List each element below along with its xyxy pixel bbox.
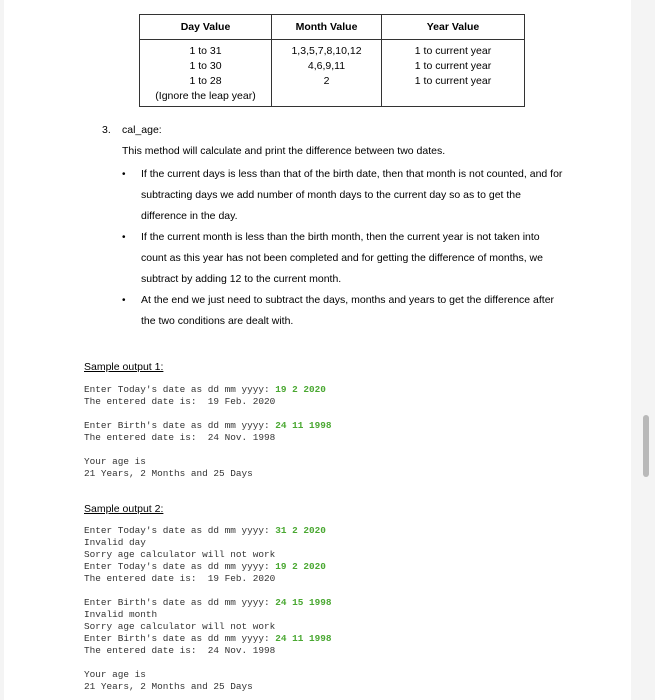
console-text (84, 585, 90, 596)
console-line (84, 468, 332, 480)
section-heading (102, 124, 162, 136)
console-text: Sorry age calculator will not work (84, 621, 276, 632)
console-text: Invalid month (84, 609, 158, 620)
list-item (122, 290, 602, 332)
bullet-line: At the end we just need to subtract the days, months and years to get the difference after (141, 294, 555, 306)
console-line (84, 645, 332, 657)
bullet-line: count as this year has not been completed and for getting the difference of months, we (141, 252, 543, 264)
year-values-cell (382, 40, 525, 107)
user-input-text: 24 11 1998 (275, 420, 332, 431)
bullet-icon: • (122, 169, 126, 180)
value-range-table (139, 14, 525, 107)
console-text: Invalid day (84, 537, 146, 548)
console-line (84, 384, 332, 396)
bullet-line: subtract by adding 12 to the current month. (141, 273, 342, 285)
bullet-list (122, 164, 602, 332)
table-header-row (140, 15, 525, 40)
document-page (4, 0, 631, 700)
console-line (84, 444, 332, 456)
bullet-line: If the current days is less than that of the birth date, then that month is not counted, and for (141, 168, 563, 180)
console-line (84, 573, 332, 585)
bullet-line: difference in the day. (141, 210, 238, 222)
console-text: Enter Birth's date as dd mm yyyy: (84, 633, 276, 644)
console-text: Enter Birth's date as dd mm yyyy: (84, 597, 276, 608)
console-line (84, 609, 332, 621)
table-cell: 1 to 30 (189, 60, 222, 72)
console-line (84, 585, 332, 597)
sample-output-2-console (84, 525, 332, 693)
console-text: The entered date is: 24 Nov. 1998 (84, 432, 276, 443)
user-input-text: 24 15 1998 (275, 597, 332, 608)
table-header-day: Day Value (140, 15, 272, 40)
table-header-year: Year Value (382, 15, 525, 40)
console-text (84, 657, 90, 668)
console-line (84, 669, 332, 681)
table-cell: 1 to current year (414, 45, 492, 57)
vertical-scrollbar[interactable] (643, 415, 649, 477)
console-text: 21 Years, 2 Months and 25 Days (84, 681, 253, 692)
table-cell: 1,3,5,7,8,10,12 (291, 45, 362, 57)
console-text (84, 408, 90, 419)
console-line (84, 561, 332, 573)
console-text: Your age is (84, 669, 146, 680)
console-line (84, 549, 332, 561)
month-values-cell (272, 40, 382, 107)
bullet-line: If the current month is less than the birth month, then the current year is not taken into (141, 231, 540, 243)
console-text: Enter Today's date as dd mm yyyy: (84, 525, 276, 536)
console-text: The entered date is: 19 Feb. 2020 (84, 573, 276, 584)
table-cell: 1 to current year (414, 75, 492, 87)
console-line (84, 597, 332, 609)
bullet-line: subtracting days we add number of month days to the current day so as to get the (141, 189, 521, 201)
console-line (84, 408, 332, 420)
bullet-icon: • (122, 232, 126, 243)
console-line (84, 633, 332, 645)
console-text: The entered date is: 19 Feb. 2020 (84, 396, 276, 407)
console-text: Enter Today's date as dd mm yyyy: (84, 561, 276, 572)
console-text: 21 Years, 2 Months and 25 Days (84, 468, 253, 479)
table-row (140, 40, 525, 107)
console-text: The entered date is: 24 Nov. 1998 (84, 645, 276, 656)
console-text (84, 444, 90, 455)
console-text: Enter Today's date as dd mm yyyy: (84, 384, 276, 395)
day-values-cell (140, 40, 272, 107)
list-item (122, 164, 602, 227)
table-cell: 4,6,9,11 (307, 60, 346, 72)
console-line (84, 396, 332, 408)
user-input-text: 19 2 2020 (275, 561, 326, 572)
table-cell: 1 to current year (414, 60, 492, 72)
console-line (84, 621, 332, 633)
console-line (84, 456, 332, 468)
console-text: Sorry age calculator will not work (84, 549, 276, 560)
table-cell: 1 to 28 (189, 75, 222, 87)
sample-output-2-heading: Sample output 2: (84, 503, 164, 515)
console-text: Enter Birth's date as dd mm yyyy: (84, 420, 276, 431)
table-header-month: Month Value (272, 15, 382, 40)
section-title: cal_age: (122, 124, 162, 136)
console-text: Your age is (84, 456, 146, 467)
sample-output-1-heading: Sample output 1: (84, 361, 164, 373)
console-line (84, 537, 332, 549)
table-cell-note: (Ignore the leap year) (155, 90, 256, 102)
console-line (84, 681, 332, 693)
console-line (84, 657, 332, 669)
console-line (84, 432, 332, 444)
table-cell: 1 to 31 (189, 45, 222, 57)
console-line (84, 525, 332, 537)
table-cell: 2 (323, 75, 330, 87)
bullet-line: the two conditions are dealt with. (141, 315, 294, 327)
bullet-icon: • (122, 295, 126, 306)
user-input-text: 24 11 1998 (275, 633, 332, 644)
user-input-text: 31 2 2020 (275, 525, 326, 536)
console-line (84, 420, 332, 432)
user-input-text: 19 2 2020 (275, 384, 326, 395)
list-item (122, 227, 602, 290)
section-intro: This method will calculate and print the difference between two dates. (122, 145, 446, 157)
section-number: 3. (102, 124, 111, 136)
sample-output-1-console (84, 384, 332, 480)
